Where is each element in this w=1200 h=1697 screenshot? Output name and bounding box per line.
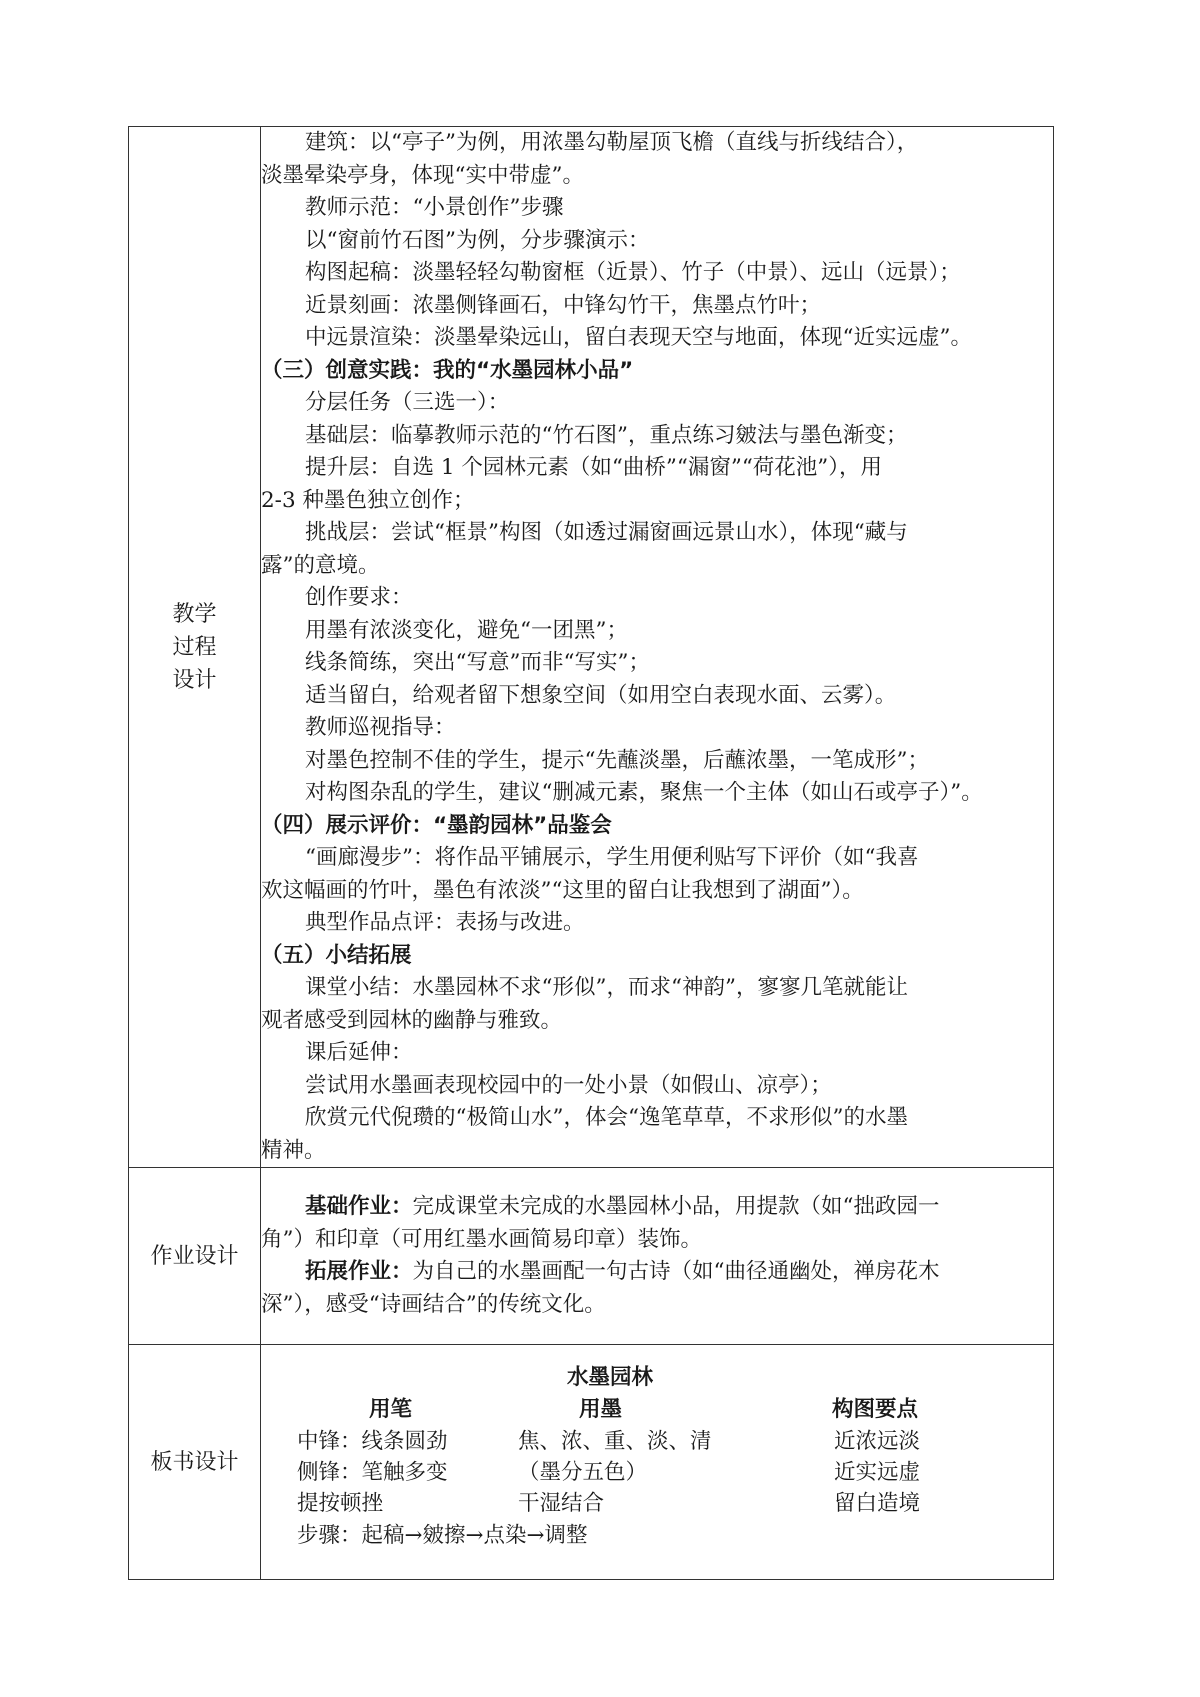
- process-text-line: 用墨有浓淡变化，避免“一团黑”；: [305, 617, 628, 643]
- board-item: 近实远虚: [834, 1460, 921, 1485]
- process-text-line: 欢这幅画的竹叶，墨色有浓淡”“这里的留白让我想到了湖面”）。: [261, 877, 864, 903]
- process-text-line: 露”的意境。: [261, 552, 380, 578]
- extended-homework-text-cont: 深”），感受“诗画结合”的传统文化。: [261, 1291, 606, 1317]
- homework-row: [129, 1168, 1054, 1345]
- process-text-line: 挑战层：尝试“框景”构图（如透过漏窗画远景山水），体现“藏与: [305, 520, 908, 545]
- board-item: 侧锋：笔触多变: [297, 1460, 448, 1485]
- process-text-line: 对构图杂乱的学生，建议“删减元素，聚焦一个主体（如山石或亭子）”。: [305, 780, 983, 805]
- basic-homework-text: 完成课堂未完成的水墨园林小品，用提款（如“拙政园一: [412, 1194, 940, 1219]
- process-text-line: 以“窗前竹石图”为例，分步骤演示：: [305, 227, 650, 253]
- board-column-head: 构图要点: [832, 1397, 919, 1422]
- process-text-line: 适当留白，给观者留下想象空间（如用空白表现水面、云雾）。: [305, 682, 897, 708]
- board-item: （墨分五色）: [518, 1460, 648, 1485]
- board-item: 近浓远淡: [834, 1429, 921, 1454]
- section-heading: （四）展示评价：“墨韵园林”品鉴会: [261, 812, 612, 838]
- process-lines: [261, 127, 1053, 1167]
- section-heading: （三）创意实践：我的“水墨园林小品”: [261, 357, 634, 383]
- process-content: [261, 127, 1054, 1168]
- process-text-line: 课堂小结：水墨园林不求“形似”，而求“神韵”，寥寥几笔就能让: [305, 975, 908, 1000]
- board-item: 中锋：线条圆劲: [297, 1429, 448, 1454]
- process-text-line: 线条简练，突出“写意”而非“写实”；: [305, 650, 650, 675]
- process-text-line: 观者感受到园林的幽静与雅致。: [261, 1007, 563, 1033]
- process-label-line: 过程: [172, 634, 217, 660]
- process-text-line: 课后延伸：: [305, 1040, 413, 1065]
- process-text-line: 教师示范：“小景创作”步骤: [305, 195, 564, 220]
- process-text-line: 基础层：临摹教师示范的“竹石图”，重点练习皴法与墨色渐变；: [305, 422, 908, 448]
- lesson-plan-table: [128, 126, 1054, 1580]
- process-label-line: 设计: [172, 667, 217, 693]
- process-text-line: 淡墨晕染亭身，体现“实中带虚”。: [261, 162, 584, 188]
- process-text-line: “画廊漫步”：将作品平铺展示，学生用便利贴写下评价（如“我喜: [305, 845, 919, 870]
- homework-label: [129, 1168, 261, 1345]
- process-text-line: 2-3 种墨色独立创作；: [261, 487, 475, 513]
- basic-homework-title: 基础作业：: [305, 1194, 413, 1219]
- board-item: 提按顿挫: [297, 1491, 384, 1516]
- section-heading: （五）小结拓展: [261, 942, 412, 968]
- board-column-head: 用墨: [579, 1397, 623, 1422]
- board-steps: 步骤：起稿→皴擦→点染→调整: [297, 1523, 588, 1548]
- board-label-text: 板书设计: [150, 1449, 239, 1475]
- process-row: [129, 127, 1054, 1168]
- process-text-line: 构图起稿：淡墨轻轻勾勒窗框（近景）、竹子（中景）、远山（远景）；: [305, 260, 961, 285]
- basic-homework: [261, 1191, 1053, 1224]
- extended-homework-title: 拓展作业：: [305, 1259, 413, 1284]
- process-text-line: 提升层：自选 1 个园林元素（如“曲桥”“漏窗”“荷花池”），用: [305, 455, 883, 480]
- process-text-line: 精神。: [261, 1137, 326, 1163]
- process-label: [129, 127, 261, 1168]
- board-label: [129, 1345, 261, 1580]
- blackboard-design: [261, 1345, 1053, 1579]
- process-text-line: 尝试用水墨画表现校园中的一处小景（如假山、凉亭）；: [305, 1072, 832, 1098]
- board-item: 干湿结合: [518, 1491, 605, 1516]
- process-text-line: 创作要求：: [305, 585, 413, 610]
- extended-homework: [261, 1256, 1053, 1289]
- process-text-line: 近景刻画：浓墨侧锋画石，中锋勾竹干，焦墨点竹叶；: [305, 292, 822, 318]
- board-column-head: 用笔: [369, 1397, 413, 1422]
- board-item: 焦、浓、重、淡、清: [518, 1429, 712, 1454]
- process-text-line: 建筑：以“亭子”为例，用浓墨勾勒屋顶飞檐（直线与折线结合），: [305, 130, 919, 155]
- process-text-line: 教师巡视指导：: [305, 715, 456, 740]
- basic-homework-text-cont: 角”）和印章（可用红墨水画简易印章）装饰。: [261, 1226, 702, 1252]
- process-text-line: 分层任务（三选一）：: [305, 390, 510, 415]
- process-label-line: 教学: [172, 601, 217, 627]
- board-title: 水墨园林: [567, 1365, 654, 1390]
- board-item: 留白造境: [834, 1491, 921, 1516]
- process-text-line: 典型作品点评：表扬与改进。: [305, 910, 585, 935]
- homework-label-text: 作业设计: [150, 1243, 239, 1269]
- process-text-line: 欣赏元代倪瓒的“极简山水”，体会“逸笔草草，不求形似”的水墨: [305, 1105, 908, 1130]
- board-row: [129, 1345, 1054, 1580]
- process-text-line: 中远景渲染：淡墨晕染远山，留白表现天空与地面，体现“近实远虚”。: [305, 325, 972, 350]
- process-text-line: 对墨色控制不佳的学生，提示“先蘸淡墨，后蘸浓墨，一笔成形”；: [305, 747, 929, 773]
- extended-homework-text: 为自己的水墨画配一句古诗（如“曲径通幽处，禅房花木: [412, 1259, 940, 1284]
- board-content: [261, 1345, 1054, 1580]
- homework-content: [261, 1168, 1054, 1345]
